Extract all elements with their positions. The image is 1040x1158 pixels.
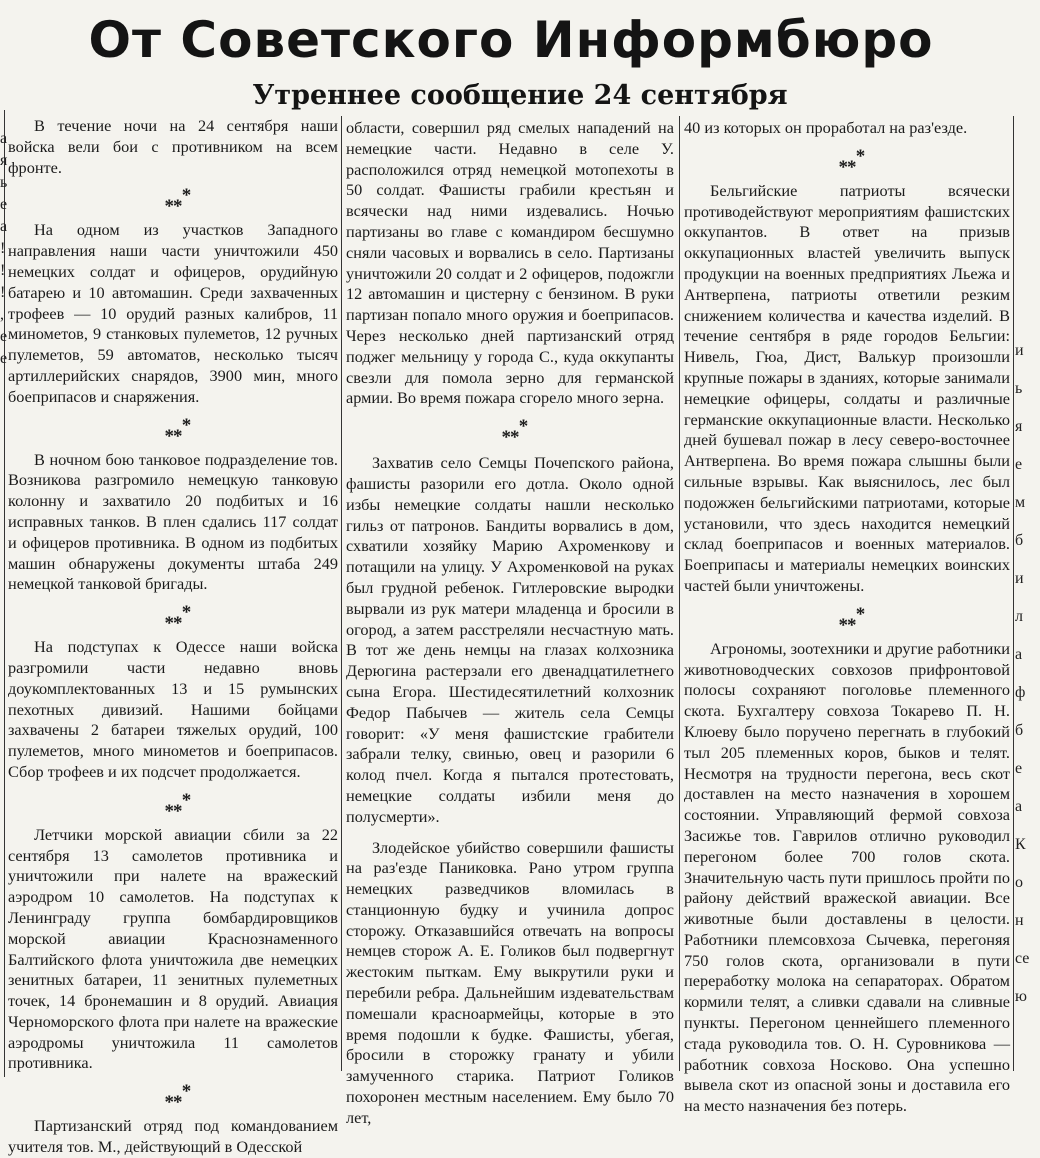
left-edge-fragment: я [0,152,8,169]
article-column-2 [346,118,674,1127]
right-edge-fragment: о [1015,874,1023,891]
section-separator-stars: * ** [164,789,191,822]
article-paragraph: Агрономы, зоотехники и другие работники животноводческих совхозов прифронтовой полосы сохраняют поголовье племенного скота. Бухгалтеру совхоза Токарево П. Н. Клюеву было поручено перегнать в глубокий тыл 205 племенных коров, быков и телят. Несмотря на трудности перегона, весь скот доставлен на место назначения в хорошем состоянии. Управляющий фермой совхоза Засижье тов. Гаврилов отлично руководил перегоном более 700 голов скота. Значительную часть пути пришлось пройти по району действий вражеской авиации. Все животные были доставлены в целости. Работники племсовхоза Сычевка, перегоняя 750 голов скота, организовали в пути переработку молока на сепараторах. Обратом кормили телят, а сливки сдавали на сливные пункты. Перегоном ценнейшего племенного стада руководила тов. О. Н. Суровникова — работник совхоза Носково. Она успешно вывела скот из опасной зоны и доставила его на место назначения без потерь. [684,638,1010,1116]
right-edge-fragment: К [1015,836,1026,853]
right-edge-fragment: се [1015,950,1030,967]
article-paragraph: В течение ночи на 24 сентября наши войска вели бои с противником на всем фронте. [8,116,338,177]
right-edge-fragment: и [1015,342,1024,359]
column-divider-2 [679,116,680,1071]
article-column-1 [8,116,338,1157]
left-edge-fragment: ь [0,174,8,191]
left-edge-fragment: ! [0,284,6,301]
section-separator-stars: * ** [501,416,528,449]
right-edge-fragment: а [1015,798,1023,815]
right-edge-fragment: н [1015,912,1024,929]
section-separator-stars: * ** [838,145,865,178]
article-column-3 [684,118,1010,1116]
right-edge-fragment: ю [1015,988,1027,1005]
column-divider-1 [341,116,342,1071]
left-edge-fragment: е [0,350,8,367]
right-edge-fragment: е [1015,456,1023,473]
left-edge-fragment: е [0,196,8,213]
right-edge-fragment: ь [1015,380,1023,397]
right-edge-fragment: и [1015,570,1024,587]
right-edge-fragment: б [1015,532,1024,549]
left-edge-fragment: , [0,306,4,323]
left-edge-fragment: а [0,130,8,147]
right-edge-fragment: л [1015,608,1023,625]
article-paragraph: Захватив село Семцы Почепского района, фашисты разорили его дотла. Около одной избы немецкие солдаты нашли несколько гильз от патронов. Бандиты ворвались в дом, схватили хозяйку Марию Ахроменкову и потащили на улицу. У Ахроменковой на руках был грудной ребенок. Гитлеровские выродки вырвали из рук матери младенца и бросили в огород, а затем расстреляли несчастную мать. В тот же день немцы на глазах колхозника Дерюгина растерзали его двенадцатилетнего сына Егора. Шестидесятилетний колхозник Федор Пабычев — житель села Семцы говорит: «У меня фашистские грабители забрали телку, свинью, овец и разорили 6 колод пчел. Когда я пытался протестовать, немецкие солдаты избили меня до полусмерти». [346,453,674,826]
right-edge-fragment: б [1015,722,1024,739]
right-edge-fragment: я [1015,418,1023,435]
left-edge-fragment: а [0,218,8,235]
section-separator-stars: * ** [838,603,865,636]
section-separator-stars: * ** [164,185,191,218]
article-paragraph: На одном из участков Западного направления наши части уничтожили 450 немецких солдат и офицеров, орудийную батарею и 10 автомашин. Среди захваченных трофеев — 10 орудий разных калибров, 11 минометов, 9 станковых пулеметов, 12 ручных пулеметов, 59 автоматов, несколько тысяч артиллерийских снарядов, 3900 мин, много боеприпасов и снаряжения. [8,220,338,406]
left-edge-fragment: ! [0,240,6,257]
article-paragraph: Партизанский отряд под командованием учителя тов. М., действующий в Одесской [8,1116,338,1157]
left-edge-fragment: ! [0,262,6,279]
right-edge-fragment: а [1015,646,1023,663]
right-margin-rule [1013,116,1014,1071]
section-separator-stars: * ** [164,414,191,447]
article-paragraph: Злодейское убийство совершили фашисты на раз'езде Паниковка. Рано утром группа немецких разведчиков вломилась в станционную будку и учинила допрос сторожу. Отказавшийся отвечать на вопросы немцев сторож А. Е. Голиков был подвергнут жестоким пыткам. Ему выкрутили руки и перебили ребра. Дальнейшим издевательствам помешали красноармейцы, которые в это время подошли к будке. Фашисты, убегая, бросили в сторожку гранату и убили замученного старика. Патриот Голиков похоронен местным населением. Ему было 70 лет, [346,837,674,1127]
article-paragraph: 40 из которых он проработал на раз'езде. [684,118,968,137]
article-subheading: Утреннее сообщение 24 сентября [252,80,788,111]
section-separator-stars: * ** [164,602,191,635]
right-edge-fragment: е [1015,760,1023,777]
article-paragraph: области, совершил ряд смелых нападений на немецкие части. Недавно в селе У. расположился отряд немецкой мотопехоты в 50 солдат. Фашисты грабили крестьян и всячески над ними издевались. Ночью партизаны во главе с командиром бесшумно сняли часовых и ворвались в село. Партизаны уничтожили 20 солдат и 2 офицеров, подожгли 12 автомашин и цистерну с бензином. В руки партизан попало много оружия и боеприпасов. Через несколько дней партизанский отряд поджег мельницу у города С., куда оккупанты свезли для помола зерно для германской армии. Во время пожара сгорело много зерна. [346,118,674,408]
newspaper-headline: От Советского Информбюро [88,11,934,69]
left-edge-fragment: е [0,328,8,345]
article-paragraph: Бельгийские патриоты всячески противодействуют мероприятиям фашистских оккупантов. В ответ на призыв оккупационных властей увеличить выпуск продукции на военных предприятиях Льежа и Антверпена, патриоты ответили резким снижением количества и качества изделий. В течение сентября в ряде городов Бельгии: Нивель, Гюа, Дист, Валькур произошли крупные пожары в зданиях, которые занимали немецкие офицеры, солдаты и различные германские оккупационные власти. Несколько дней бушевал пожар в лесу северо-восточнее Антверпена. Во время пожара слышны были сильные взрывы. Как выяснилось, лес был подожжен бельгийскими патриотами, которые установили, что здесь находится немецкий склад боеприпасов и военных материалов. Боеприпасы и материалы немецких воинских частей были уничтожены. [684,180,1010,595]
right-edge-fragment: м [1015,494,1026,511]
section-separator-stars: * ** [164,1081,191,1114]
right-edge-fragment: ф [1015,684,1026,701]
article-paragraph: Летчики морской авиации сбили за 22 сентября 13 самолетов противника и уничтожили при налете на вражеский аэродром 10 самолетов. На подступах к Ленинграду группа бомбардировщиков морской авиации Краснознаменного Балтийского флота уничтожила две немецких зенитных батареи, 11 зенитных пулеметных точек, 14 бронемашин и 8 орудий. Авиация Черноморского флота при налете на вражеские аэродромы уничтожила 11 самолетов противника. [8,824,338,1073]
article-paragraph: На подступах к Одессе наши войска разгромили части недавно вновь доукомплектованных 13 и 15 румынских пехотных дивизий. Нашими бойцами захвачены 2 батареи тяжелых орудий, 100 пулеметов, много минометов и боеприпасов. Сбор трофеев и их подсчет продолжается. [8,637,338,781]
article-paragraph: В ночном бою танковое подразделение тов. Возникова разгромило немецкую танковую колонну и захватило 20 подбитых и 16 исправных танков. В плен сдались 117 солдат и офицеров противника. В одном из подбитых машин обнаружены документы штаба 249 немецкой танковой бригады. [8,449,338,594]
